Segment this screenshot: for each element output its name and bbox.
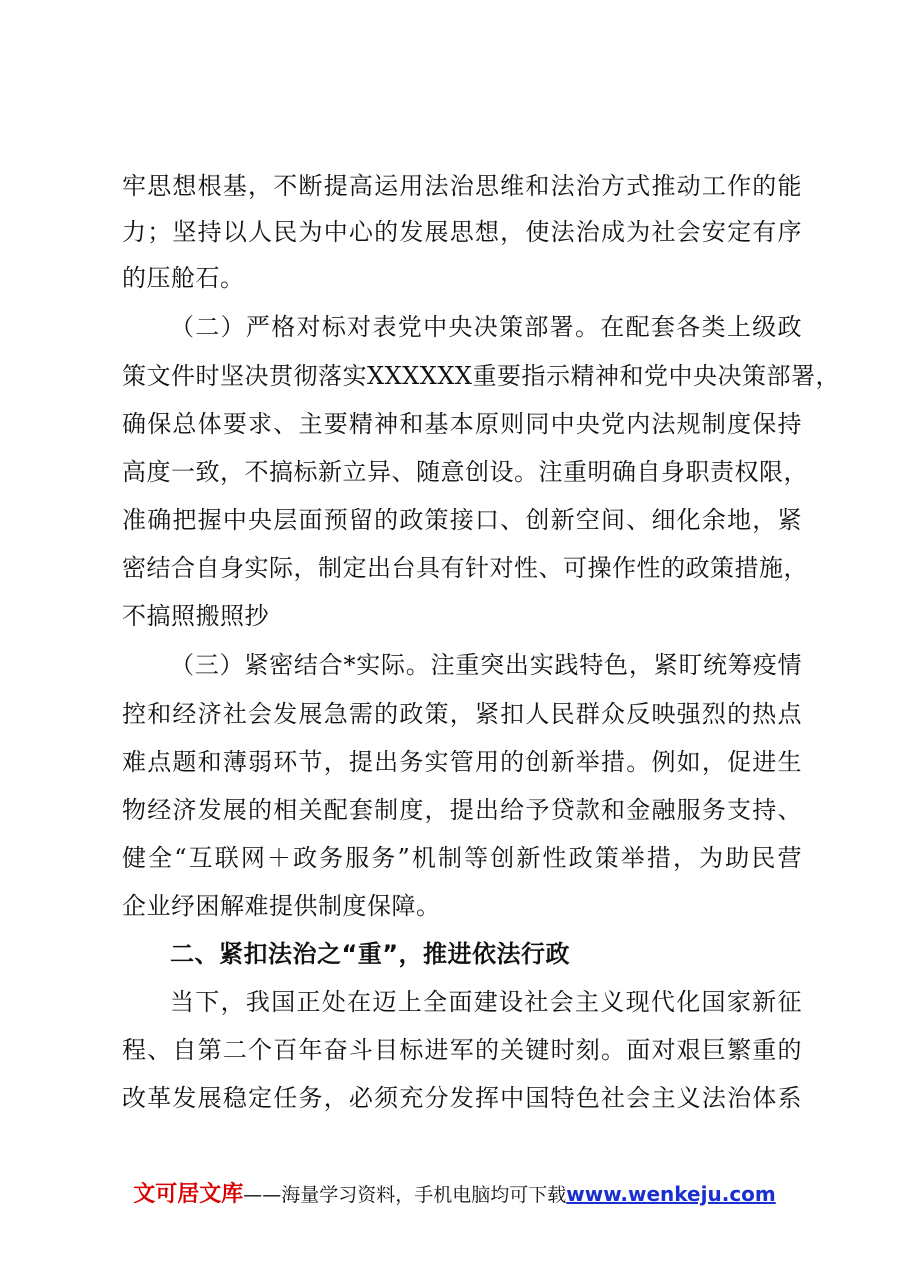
body-line: 企业纾困解难提供制度保障。 <box>122 892 441 920</box>
footer-url-link[interactable]: www.wenkeju.com <box>566 1182 776 1206</box>
chapter-heading: 二、紧扣法治之“重”，推进依法行政 <box>170 940 571 968</box>
section-heading-2: （二）严格对标对表党中央决策部署。在配套各类上级政 <box>170 313 802 341</box>
body-line: 控和经济社会发展急需的政策，紧扣人民群众反映强烈的热点 <box>122 700 802 728</box>
footer-brand: 文可居文库 <box>133 1182 244 1207</box>
body-line: 健全“互联网＋政务服务”机制等创新性政策举措，为助民营 <box>122 844 802 872</box>
body-line: 密结合自身实际，制定出台具有针对性、可操作性的政策措施， <box>122 554 808 582</box>
body-line: 力；坚持以人民为中心的发展思想，使法治成为社会安定有序 <box>122 218 802 246</box>
body-line: 难点题和薄弱环节，提出务实管用的创新举措。例如，促进生 <box>122 748 802 776</box>
section-heading-3: （三）紧密结合*实际。注重突出实践特色，紧盯统筹疫情 <box>170 651 802 679</box>
body-line: 策文件时坚决贯彻落实XXXXXX重要指示精神和党中央决策部署， <box>122 362 841 390</box>
body-line: 确保总体要求、主要精神和基本原则同中央党内法规制度保持 <box>122 410 802 438</box>
body-line: 当下，我国正处在迈上全面建设社会主义现代化国家新征 <box>170 988 802 1016</box>
body-line: 物经济发展的相关配套制度，提出给予贷款和金融服务支持、 <box>122 796 802 824</box>
body-line: 牢思想根基，不断提高运用法治思维和法治方式推动工作的能 <box>122 172 802 200</box>
footer-banner <box>0 1176 909 1212</box>
footer-tagline: ——海量学习资料，手机电脑均可下载 <box>243 1184 567 1206</box>
body-line: 不搞照搬照抄 <box>122 602 269 630</box>
body-line: 准确把握中央层面预留的政策接口、创新空间、细化余地，紧 <box>122 506 802 534</box>
body-line: 程、自第二个百年奋斗目标进军的关键时刻。面对艰巨繁重的 <box>122 1036 802 1064</box>
body-line: 的压舱石。 <box>122 264 245 292</box>
body-line: 改革发展稳定任务，必须充分发挥中国特色社会主义法治体系 <box>122 1084 802 1112</box>
body-line: 高度一致，不搞标新立异、随意创设。注重明确自身职责权限， <box>122 458 808 486</box>
